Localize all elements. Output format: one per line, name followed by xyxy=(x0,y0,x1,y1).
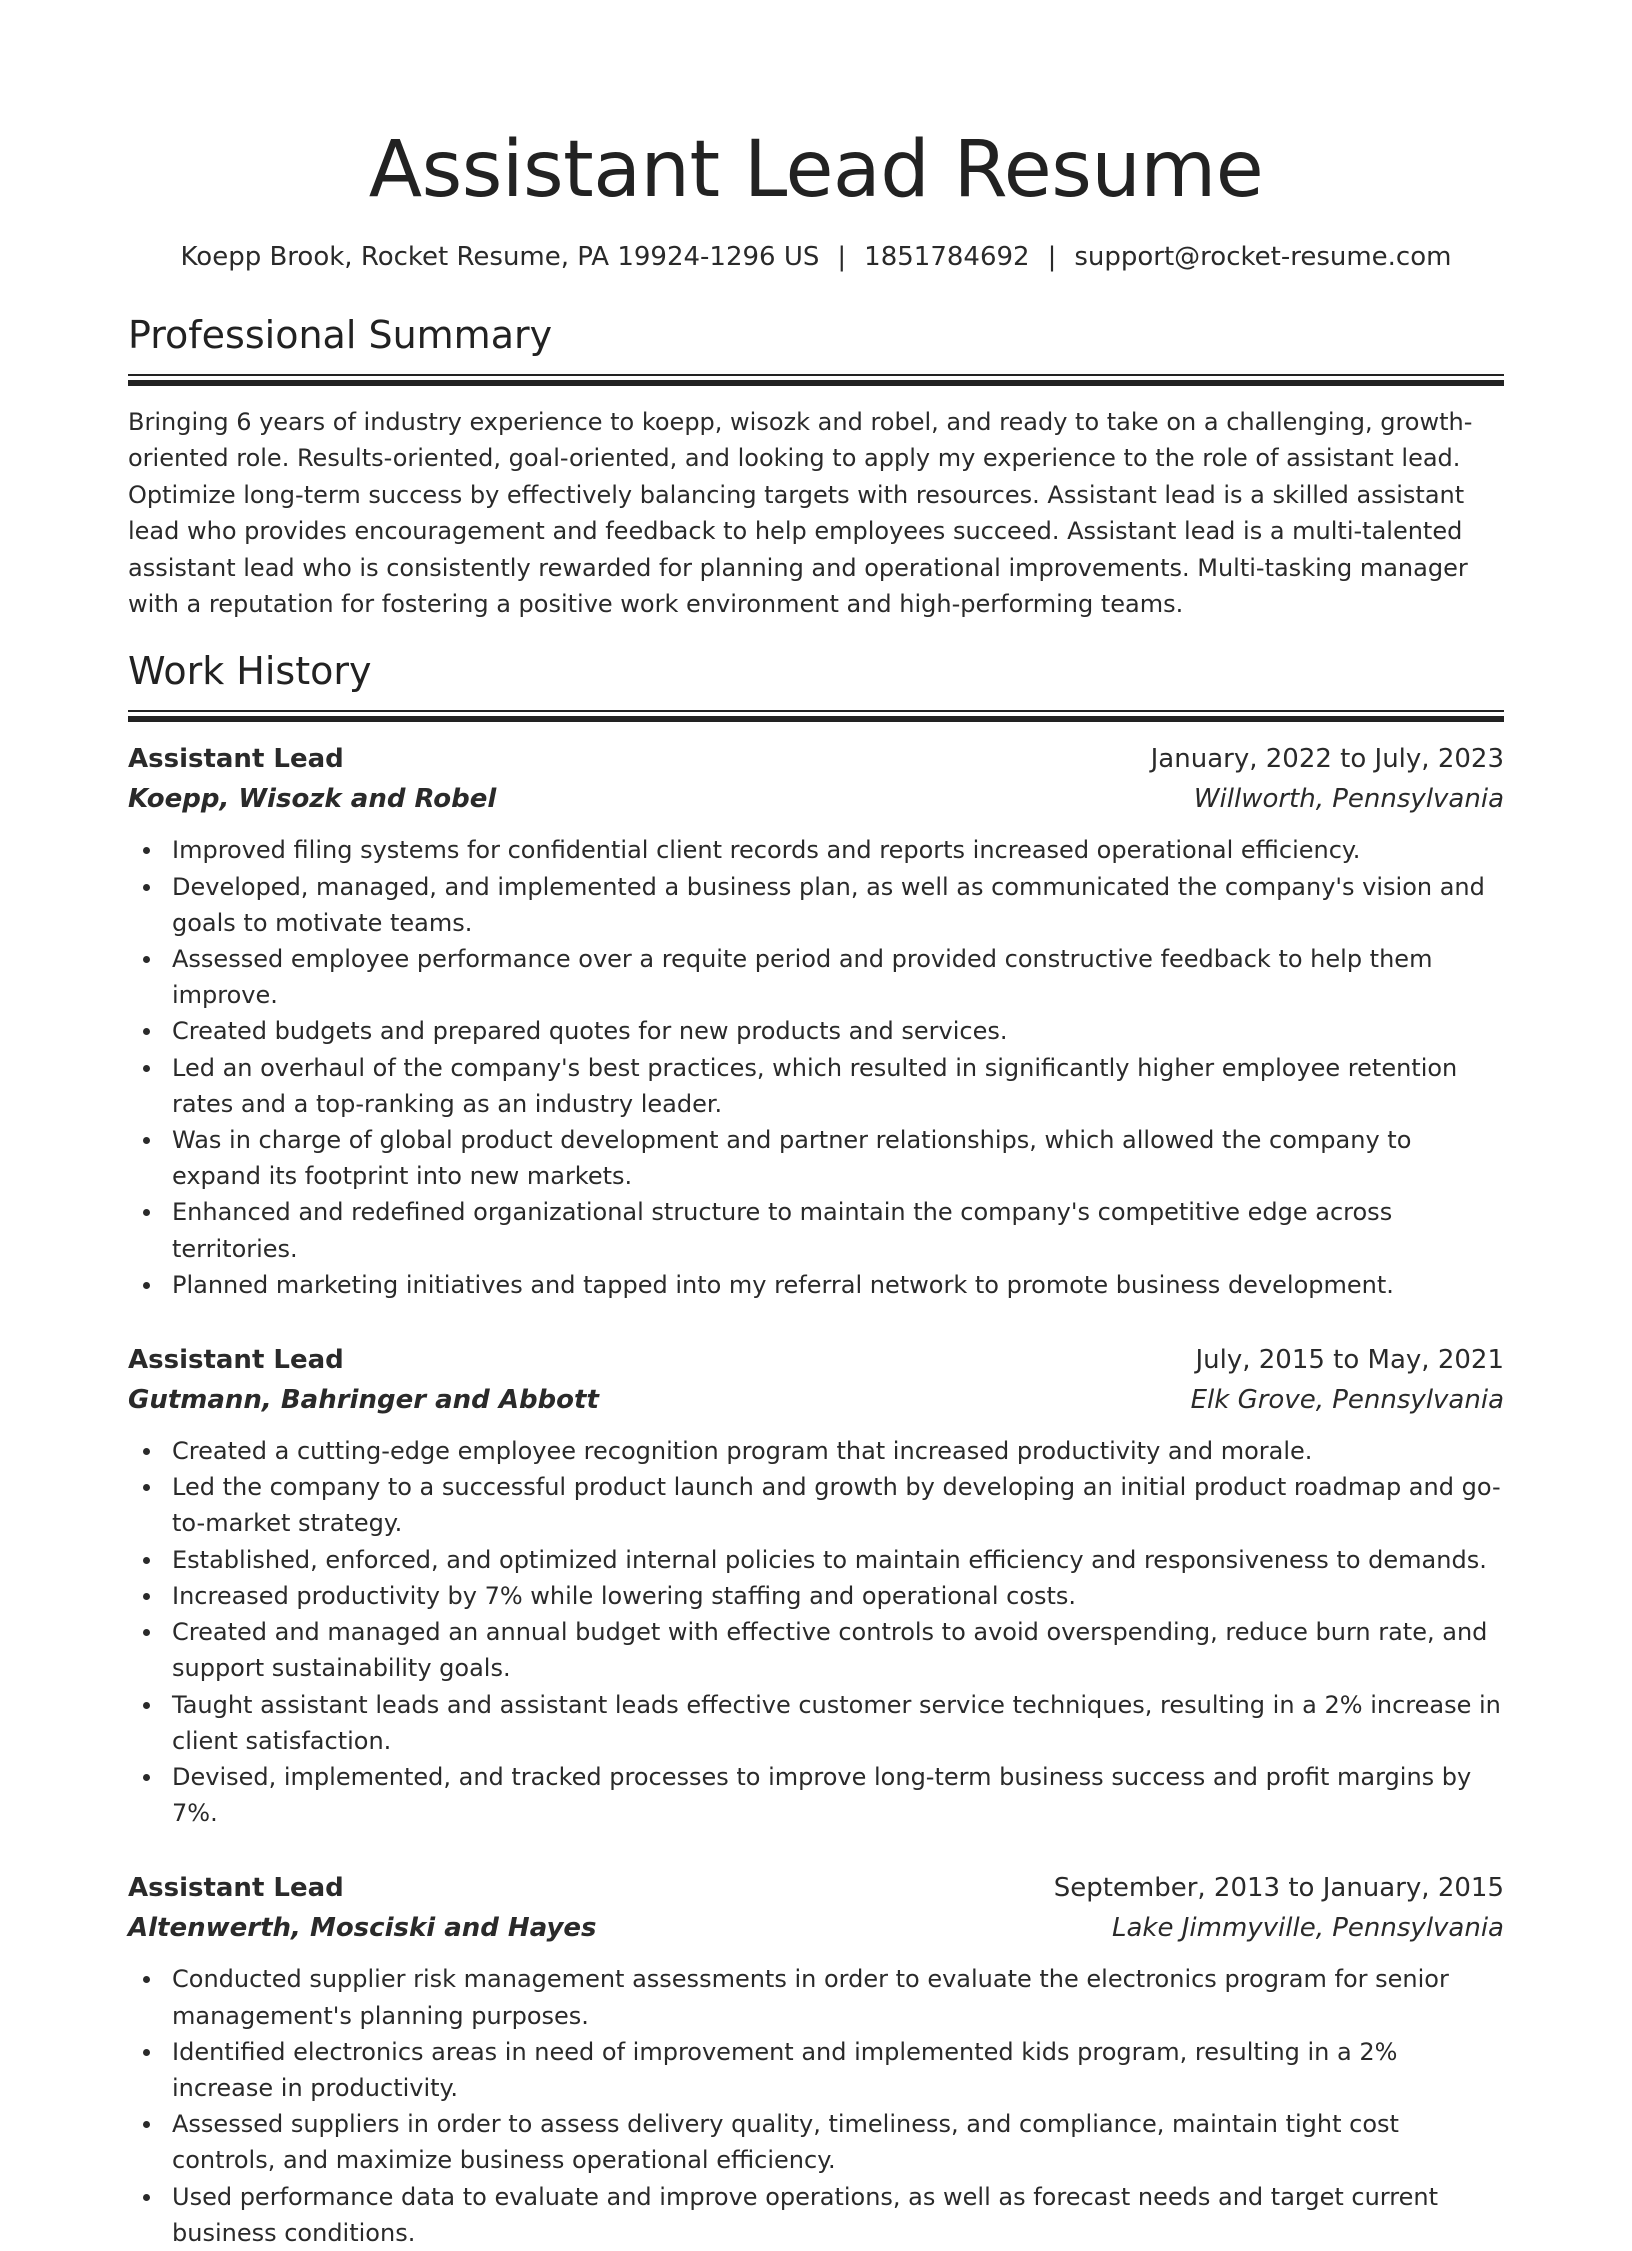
resume-page xyxy=(128,0,1504,2251)
job-bullet: Used performance data to evaluate and improve operations, as well as forecast needs and target current business conditions. xyxy=(128,2179,1504,2251)
job-bullet-list xyxy=(128,1433,1504,1831)
job-bullet: Taught assistant leads and assistant leads effective customer service techniques, resulting in a 2% increase in client satisfaction. xyxy=(128,1687,1504,1759)
work-history-section xyxy=(128,646,1504,2251)
contact-phone: 1851784692 xyxy=(864,242,1030,272)
job-bullet: Improved filing systems for confidential client records and reports increased operational efficiency. xyxy=(128,832,1504,868)
job-company: Altenwerth, Mosciski and Hayes xyxy=(128,1913,597,1944)
job-bullet-list xyxy=(128,1961,1504,2251)
job-location: Elk Grove, Pennsylvania xyxy=(1190,1385,1504,1416)
contact-address: Koepp Brook, Rocket Resume, PA 19924-1296 US xyxy=(180,242,820,272)
summary-text: Bringing 6 years of industry experience to koepp, wisozk and robel, and ready to take on a challenging, growth-oriented role. Results-oriented, goal-oriented, and looking to apply my experience to the role of assistant lead. Optimize long-term success by effectively balancing targets with resources. Assistant lead is a skilled assistant lead who provides encouragement and feedback to help employees succeed. Assistant lead is a multi-talented assistant lead who is consistently rewarded for planning and operational improvements. Multi-tasking manager with a reputation for fostering a positive work environment and high-performing teams. xyxy=(128,408,1473,619)
job-bullet: Assessed suppliers in order to assess delivery quality, timeliness, and compliance, maintain tight cost controls, and maximize business operational efficiency. xyxy=(128,2106,1504,2178)
job-bullet: Established, enforced, and optimized internal policies to maintain efficiency and responsiveness to demands. xyxy=(128,1542,1504,1578)
contact-separator: | xyxy=(837,242,847,272)
job-company: Koepp, Wisozk and Robel xyxy=(128,784,497,815)
job-bullet: Created a cutting-edge employee recognition program that increased productivity and morale. xyxy=(128,1433,1504,1469)
job-bullet: Enhanced and redefined organizational structure to maintain the company's competitive edge across territories. xyxy=(128,1194,1504,1266)
section-heading-work: Work History xyxy=(128,649,372,694)
job-bullet: Created budgets and prepared quotes for new products and services. xyxy=(128,1013,1504,1049)
job-bullet: Devised, implemented, and tracked processes to improve long-term business success and profit margins by 7%. xyxy=(128,1759,1504,1831)
job-entry xyxy=(128,740,1504,1303)
job-bullet: Assessed employee performance over a requite period and provided constructive feedback to help them improve. xyxy=(128,941,1504,1013)
job-bullet: Led an overhaul of the company's best practices, which resulted in significantly higher employee retention rates and a top-ranking as an industry leader. xyxy=(128,1050,1504,1122)
job-bullet: Led the company to a successful product launch and growth by developing an initial product roadmap and go-to-market strategy. xyxy=(128,1469,1504,1541)
job-dates: January, 2022 to July, 2023 xyxy=(1150,744,1504,775)
contact-email: support@rocket-resume.com xyxy=(1074,242,1452,272)
job-dates: September, 2013 to January, 2015 xyxy=(1053,1873,1504,1904)
job-bullet: Identified electronics areas in need of improvement and implemented kids program, resulting in a 2% increase in productivity. xyxy=(128,2034,1504,2106)
job-bullet: Conducted supplier risk management assessments in order to evaluate the electronics program for senior management's planning purposes. xyxy=(128,1961,1504,2033)
job-bullet: Developed, managed, and implemented a business plan, as well as communicated the company's vision and goals to motivate teams. xyxy=(128,869,1504,941)
section-divider xyxy=(128,374,1504,386)
section-divider xyxy=(128,710,1504,722)
job-company: Gutmann, Bahringer and Abbott xyxy=(128,1385,599,1416)
job-location: Willworth, Pennsylvania xyxy=(1193,784,1504,815)
job-title: Assistant Lead xyxy=(128,1873,344,1904)
professional-summary-section xyxy=(128,310,1504,622)
job-bullet-list xyxy=(128,832,1504,1303)
section-heading-summary: Professional Summary xyxy=(128,313,553,357)
job-location: Lake Jimmyville, Pennsylvania xyxy=(1112,1913,1504,1944)
resume-title: Assistant Lead Resume xyxy=(368,125,1264,215)
contact-line xyxy=(128,240,1504,274)
job-entry xyxy=(128,1869,1504,2251)
job-title: Assistant Lead xyxy=(128,1345,344,1376)
job-bullet: Was in charge of global product development and partner relationships, which allowed the company to expand its footprint into new markets. xyxy=(128,1122,1504,1194)
job-bullet: Created and managed an annual budget with effective controls to avoid overspending, reduce burn rate, and support sustainability goals. xyxy=(128,1614,1504,1686)
job-entry xyxy=(128,1341,1504,1831)
job-dates: July, 2015 to May, 2021 xyxy=(1195,1345,1504,1376)
job-bullet: Planned marketing initiatives and tapped into my referral network to promote business development. xyxy=(128,1267,1504,1303)
job-title: Assistant Lead xyxy=(128,744,344,775)
job-bullet: Increased productivity by 7% while lowering staffing and operational costs. xyxy=(128,1578,1504,1614)
contact-separator: | xyxy=(1047,242,1057,272)
